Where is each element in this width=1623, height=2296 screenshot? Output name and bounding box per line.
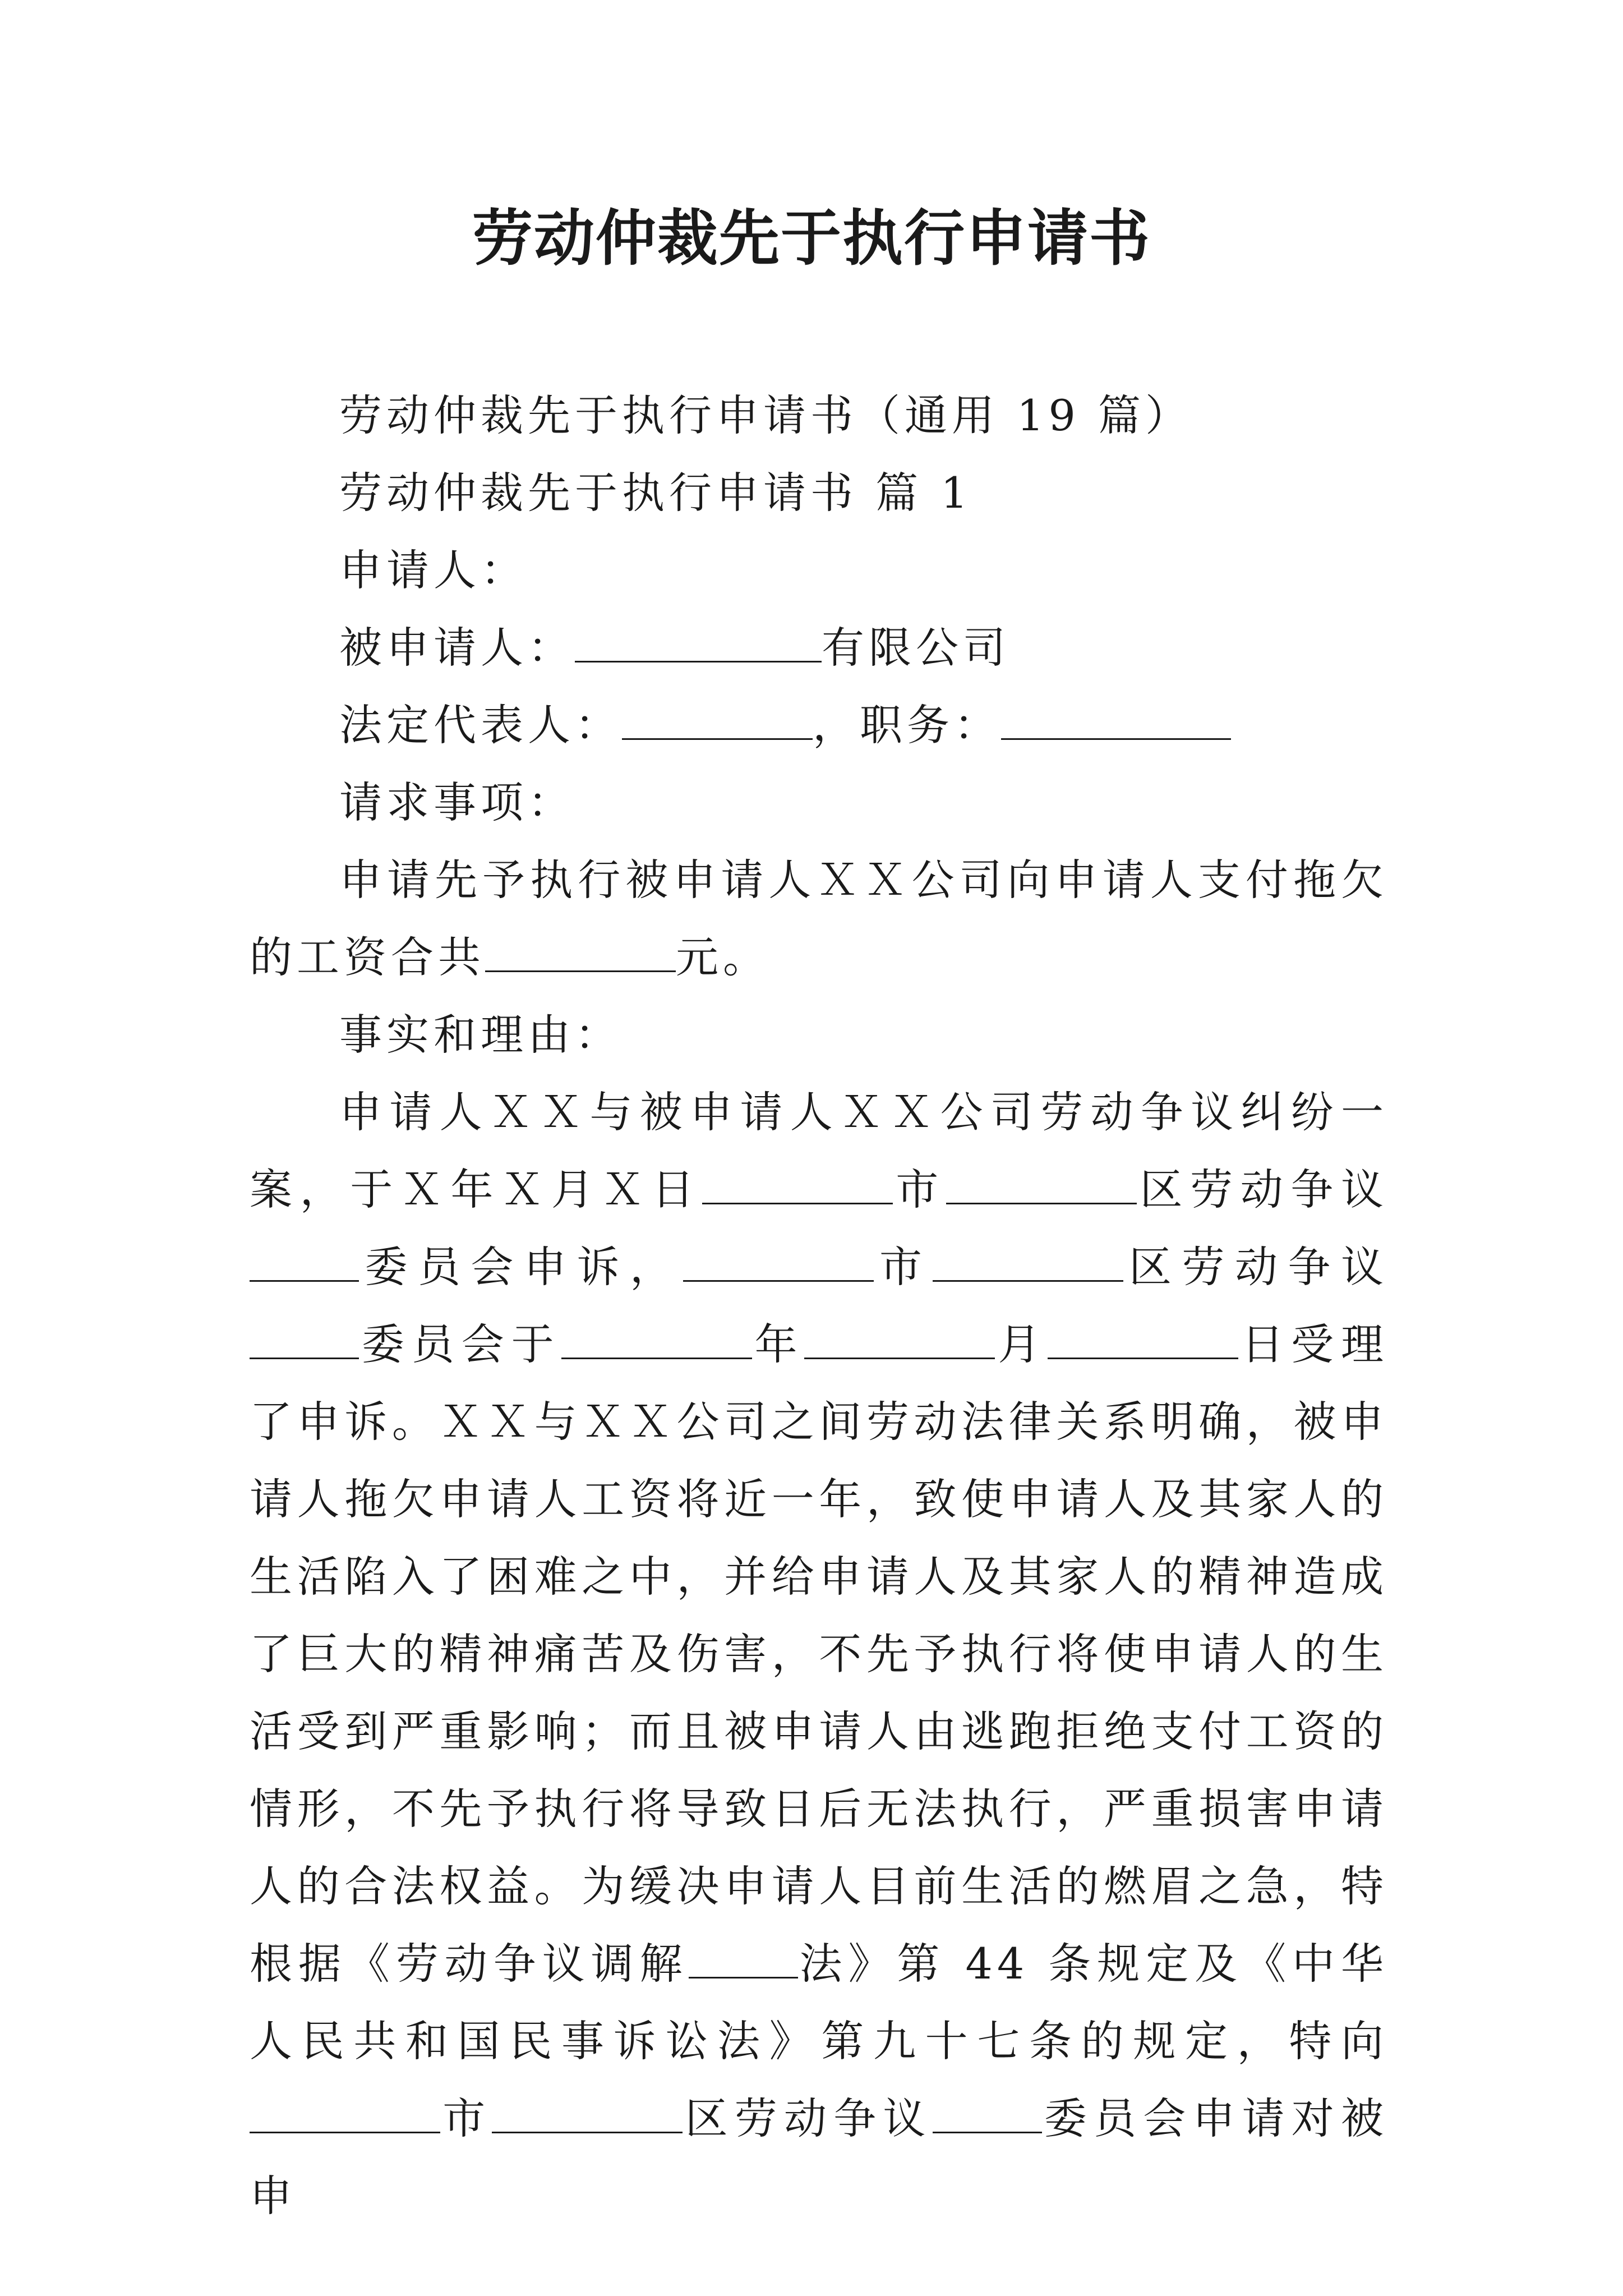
committee-blank: [250, 1246, 359, 1282]
position-label: ，职务：: [813, 700, 1001, 750]
facts-text: 月: [995, 1319, 1048, 1369]
legal-rep-label: 法定代表人：: [339, 700, 622, 750]
city-blank: [702, 1169, 893, 1204]
facts-text: 委员会申请对被申: [250, 2093, 1389, 2221]
day-blank: [1048, 1324, 1238, 1359]
facts-text: 年: [751, 1319, 805, 1369]
request-text-a: 申请先予执行被申请人ＸＸ公司向申请人支付拖欠的工资合共: [250, 855, 1388, 982]
facts-paragraph: [250, 1074, 1388, 2235]
applicant-line: [250, 532, 1388, 609]
respondent-blank: [575, 627, 822, 662]
applicant-label: 申请人：: [339, 545, 528, 595]
law-name-blank: [689, 1943, 798, 1978]
legal-rep-line: [250, 687, 1388, 764]
facts-text: 委员会申诉，: [359, 1242, 683, 1292]
respondent-line: [250, 609, 1388, 687]
facts-text: 区劳动争议: [1136, 1165, 1388, 1214]
subtitle: 劳动仲裁先于执行申请书（通用 19 篇）: [339, 390, 1193, 440]
facts-text: 区劳动争议: [683, 2093, 933, 2143]
facts-text: 申请人ＸＸ与被申请人ＸＸ公司劳动争议纠纷一案，于Ｘ年Ｘ月Ｘ日: [250, 1087, 1388, 1214]
month-blank: [804, 1324, 995, 1359]
facts-text: 市: [892, 1165, 946, 1214]
facts-text: 区劳动争议: [1123, 1242, 1388, 1292]
facts-text: 委员会于: [359, 1319, 561, 1369]
district-blank: [492, 2098, 683, 2133]
respondent-label: 被申请人：: [339, 623, 575, 673]
position-blank: [1001, 705, 1231, 740]
facts-label: 事实和理由：: [339, 1010, 622, 1060]
city-blank: [683, 1246, 874, 1282]
committee-blank: [250, 1324, 359, 1359]
facts-text: 市: [873, 1242, 933, 1292]
amount-blank: [485, 937, 676, 972]
legal-rep-blank: [622, 705, 813, 740]
district-blank: [933, 1246, 1123, 1282]
committee-blank: [933, 2098, 1042, 2133]
facts-text: 法》第 44 条规定及《中华人民共和国民事诉讼法》第九十七条的规定，特向: [250, 1939, 1388, 2066]
city-blank: [250, 2098, 440, 2133]
document-title: 劳动仲裁先于执行申请书: [472, 203, 1151, 274]
request-text-b: 元。: [676, 932, 770, 982]
section-heading: 劳动仲裁先于执行申请书 篇 1: [339, 468, 972, 518]
respondent-suffix: 有限公司: [822, 623, 1010, 673]
district-blank: [946, 1169, 1137, 1204]
request-paragraph: [250, 841, 1388, 996]
year-blank: [561, 1324, 752, 1359]
document-body: [250, 377, 1388, 2235]
facts-text: 日受理了申诉。ＸＸ与ＸＸ公司之间劳动法律关系明确，被申请人拖欠申请人工资将近一年，致使申请人及其家人的生活陷入了困难之中，并给申请人及其家人的精神造成了巨大的精神痛苦及伤害，不先予执行将使申请人的生活受到严重影响；而且被申请人由逃跑拒绝支付工资的情形，不先予执行将导致日后无法执行，严重损害申请人的合法权益。为缓决申请人目前生活的燃眉之急，特根据《劳动争议调解: [250, 1319, 1389, 1989]
facts-text: 市: [440, 2093, 492, 2143]
request-label: 请求事项：: [339, 777, 575, 827]
